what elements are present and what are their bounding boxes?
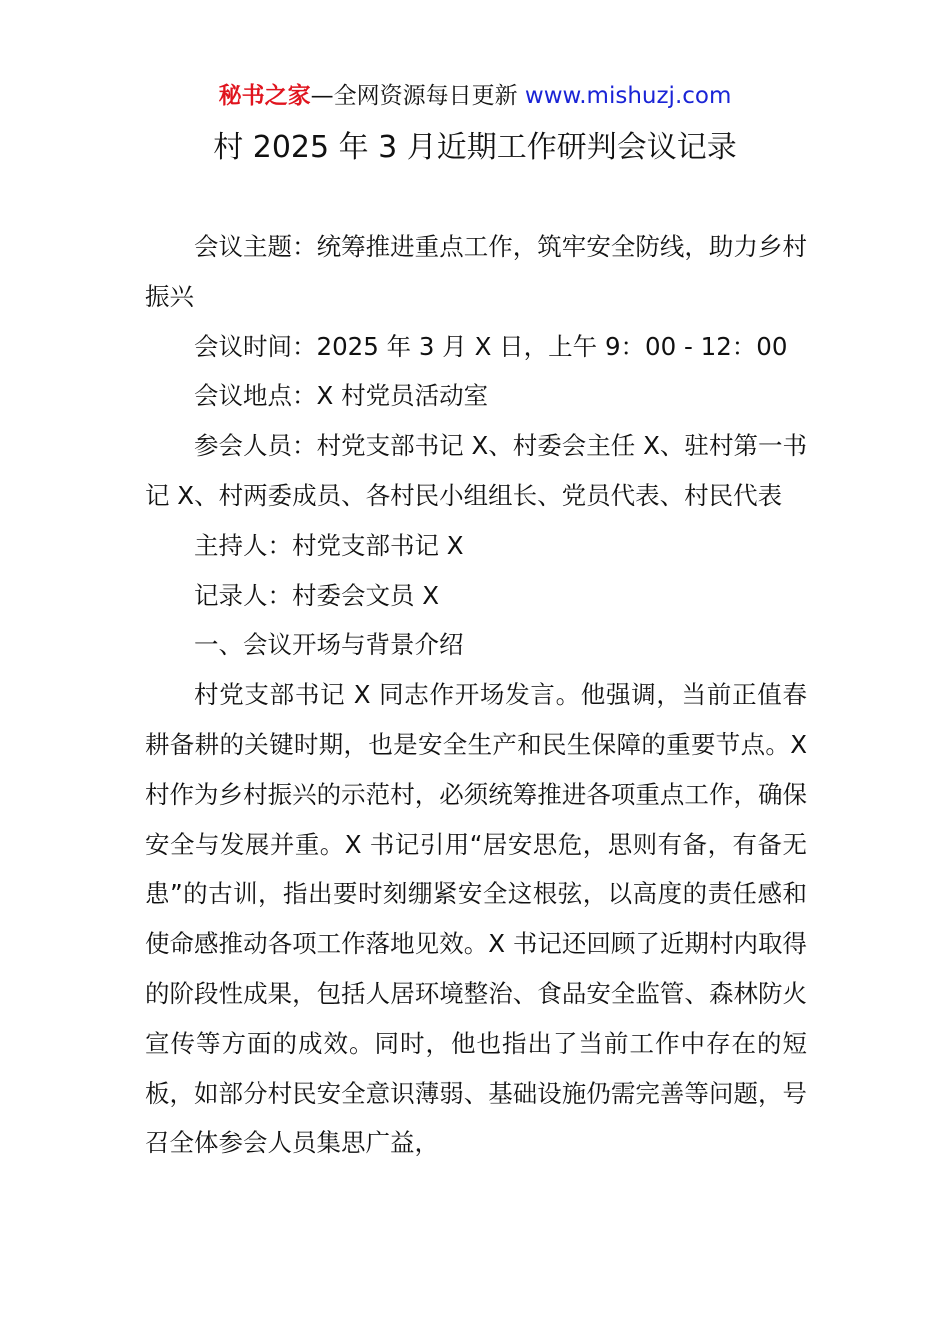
- site-header: [0, 78, 950, 114]
- section-heading: 一、会议开场与背景介绍: [194, 630, 464, 660]
- body-paragraph: 村党支部书记 X 同志作开场发言。他强调，当前正值春耕备耕的关键时期，也是安全生产和民生保障的重要节点。X 村作为乡村振兴的示范村，必须统筹推进各项重点工作，确保安全与发展并重。X 书记引用“居安思危，思则有备，有备无患”的古训，指出要时刻绷紧安全这根弦，以高度的责任感和使命感推动各项工作落地见效。X 书记还回顾了近期村内取得的阶段性成果，包括人居环境整治、食品安全监管、森林防火宣传等方面的成效。同时，他也指出了当前工作中存在的短板，如部分村民安全意识薄弱、基础设施仍需完善等问题，号召全体参会人员集思广益，: [145, 680, 807, 1158]
- meeting-location: 会议地点：X 村党员活动室: [194, 381, 489, 411]
- brand-name: 秘书之家: [218, 83, 311, 109]
- site-url-link[interactable]: www.mishuzj.com: [524, 83, 732, 109]
- meeting-recorder: 记录人：村委会文员 X: [194, 580, 440, 610]
- document-body: [145, 222, 807, 1168]
- document-title: 村 2025 年 3 月近期工作研判会议记录: [213, 130, 737, 165]
- meeting-topic: 会议主题：统筹推进重点工作，筑牢安全防线，助力乡村振兴: [145, 232, 807, 311]
- meeting-time: 会议时间：2025 年 3 月 X 日，上午 9：00 - 12：00: [194, 331, 788, 361]
- meeting-host: 主持人：村党支部书记 X: [194, 530, 464, 560]
- header-tagline: —全网资源每日更新: [310, 83, 525, 109]
- meeting-attendees: 参会人员：村党支部书记 X、村委会主任 X、驻村第一书记 X、村两委成员、各村民小组组长、党员代表、村民代表: [145, 431, 807, 510]
